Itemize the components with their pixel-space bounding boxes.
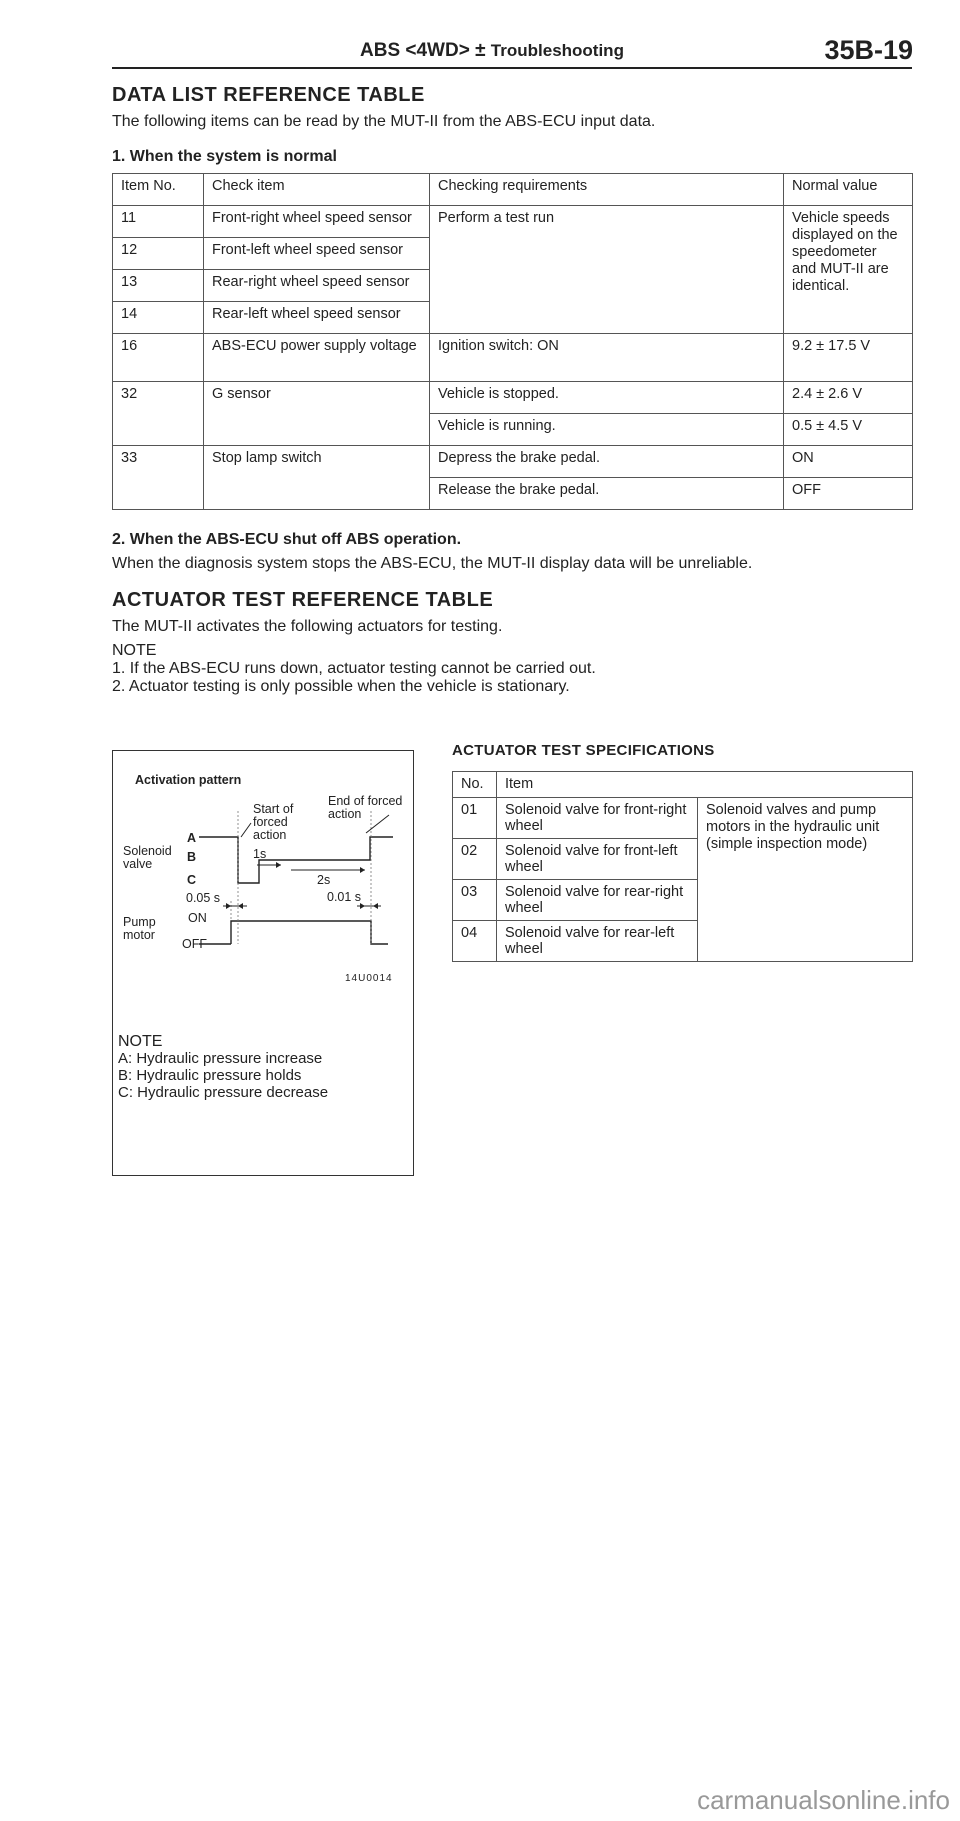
figure-notes	[118, 1033, 328, 1101]
col-header: Item	[497, 772, 913, 798]
check-item: Rear-left wheel speed sensor	[204, 302, 430, 334]
figure-note-label: NOTE	[118, 1033, 163, 1050]
table-header-row	[113, 174, 913, 206]
requirement: Release the brake pedal.	[430, 478, 784, 510]
col-header: Check item	[204, 174, 430, 206]
note-label: NOTE	[112, 642, 157, 659]
normal-value: 2.4 ± 2.6 V	[784, 382, 913, 414]
figure-title: Activation pattern	[135, 773, 242, 787]
data-list-heading: DATA LIST REFERENCE TABLE	[112, 84, 425, 106]
arrow-head	[276, 862, 281, 868]
data-list-table	[112, 173, 913, 510]
table-header-row	[453, 772, 913, 798]
arrow-head	[226, 903, 231, 909]
actuator-heading: ACTUATOR TEST REFERENCE TABLE	[112, 589, 494, 611]
figure-note-line: B: Hydraulic pressure holds	[118, 1067, 302, 1084]
header-subtitle: Troubleshooting	[490, 41, 624, 60]
solenoid-waveform	[199, 837, 393, 883]
requirement: Vehicle is stopped.	[430, 382, 784, 414]
on-label: ON	[188, 911, 207, 925]
spec-heading: ACTUATOR TEST SPECIFICATIONS	[452, 742, 715, 759]
time-2s-label: 2s	[317, 873, 331, 887]
time-001-label: 0.01 s	[327, 890, 362, 904]
col-header: Normal value	[784, 174, 913, 206]
header-title: ABS <4WD> ±	[360, 40, 486, 61]
item-no: 12	[113, 238, 204, 270]
spec-description: Solenoid valves and pump motors in the hydraulic unit (simple inspection mode)	[698, 798, 913, 962]
item-no: 16	[113, 334, 204, 382]
pump-label: Pump motor	[123, 915, 156, 942]
check-item: Stop lamp switch	[204, 446, 430, 510]
col-header: No.	[453, 772, 497, 798]
table-row	[453, 798, 913, 839]
requirement: Vehicle is running.	[430, 414, 784, 446]
normal-value: 9.2 ± 17.5 V	[784, 334, 913, 382]
check-item: Front-left wheel speed sensor	[204, 238, 430, 270]
level-c-label: C	[187, 873, 197, 887]
table-row	[113, 334, 913, 382]
actuator-spec-table	[452, 771, 913, 962]
check-item: Front-right wheel speed sensor	[204, 206, 430, 238]
check-item: G sensor	[204, 382, 430, 446]
figure-code: 14U0014	[345, 973, 393, 984]
arrow-head	[373, 903, 378, 909]
normal-value: OFF	[784, 478, 913, 510]
off-label: OFF	[182, 937, 207, 951]
time-005-label: 0.05 s	[186, 891, 221, 905]
pump-waveform	[231, 921, 388, 944]
spec-item: Solenoid valve for rear-right wheel	[497, 880, 698, 921]
table-row	[113, 446, 913, 478]
activation-pattern-figure	[112, 750, 414, 1176]
page-number: 35B-19	[824, 35, 913, 65]
spec-no: 01	[453, 798, 497, 839]
item-no: 32	[113, 382, 204, 446]
table-row	[113, 206, 913, 238]
item-no: 13	[113, 270, 204, 302]
spec-no: 03	[453, 880, 497, 921]
normal-subheading: 1. When the system is normal	[112, 148, 337, 165]
solenoid-label: Solenoid valve	[123, 844, 172, 871]
item-no: 14	[113, 302, 204, 334]
start-leader-line	[241, 823, 251, 837]
requirement: Depress the brake pedal.	[430, 446, 784, 478]
col-header: Checking requirements	[430, 174, 784, 206]
header-rule	[112, 67, 912, 69]
normal-value: 0.5 ± 4.5 V	[784, 414, 913, 446]
table-row	[113, 382, 913, 414]
note-line: 2. Actuator testing is only possible when the vehicle is stationary.	[112, 678, 570, 695]
requirement: Perform a test run	[430, 206, 784, 334]
shutoff-subheading: 2. When the ABS-ECU shut off ABS operation.	[112, 531, 462, 548]
start-forced-label: Start of forced action	[253, 802, 294, 842]
normal-value: ON	[784, 446, 913, 478]
figure-note-line: C: Hydraulic pressure decrease	[118, 1084, 329, 1101]
watermark: carmanualsonline.info	[697, 1785, 950, 1815]
spec-item: Solenoid valve for rear-left wheel	[497, 921, 698, 962]
spec-item: Solenoid valve for front-right wheel	[497, 798, 698, 839]
note-line: 1. If the ABS-ECU runs down, actuator testing cannot be carried out.	[112, 660, 596, 677]
level-b-label: B	[187, 850, 197, 864]
actuator-intro: The MUT-II activates the following actuators for testing.	[112, 618, 503, 635]
arrow-head	[360, 867, 365, 873]
check-item: ABS-ECU power supply voltage	[204, 334, 430, 382]
item-no: 11	[113, 206, 204, 238]
page-header-title	[360, 40, 624, 62]
spec-no: 04	[453, 921, 497, 962]
level-a-label: A	[187, 831, 197, 845]
normal-value: Vehicle speeds displayed on the speedometer and MUT-II are identical.	[784, 206, 913, 334]
shutoff-text: When the diagnosis system stops the ABS-ECU, the MUT-II display data will be unreliable.	[112, 555, 753, 572]
data-list-intro: The following items can be read by the MUT-II from the ABS-ECU input data.	[112, 113, 656, 130]
arrow-head	[238, 903, 243, 909]
requirement: Ignition switch: ON	[430, 334, 784, 382]
spec-item: Solenoid valve for front-left wheel	[497, 839, 698, 880]
item-no: 33	[113, 446, 204, 510]
actuator-notes	[112, 642, 596, 696]
check-item: Rear-right wheel speed sensor	[204, 270, 430, 302]
figure-note-line: A: Hydraulic pressure increase	[118, 1050, 323, 1067]
col-header: Item No.	[113, 174, 204, 206]
spec-no: 02	[453, 839, 497, 880]
time-1s-label: 1s	[253, 847, 267, 861]
end-forced-label: End of forced action	[328, 794, 403, 821]
